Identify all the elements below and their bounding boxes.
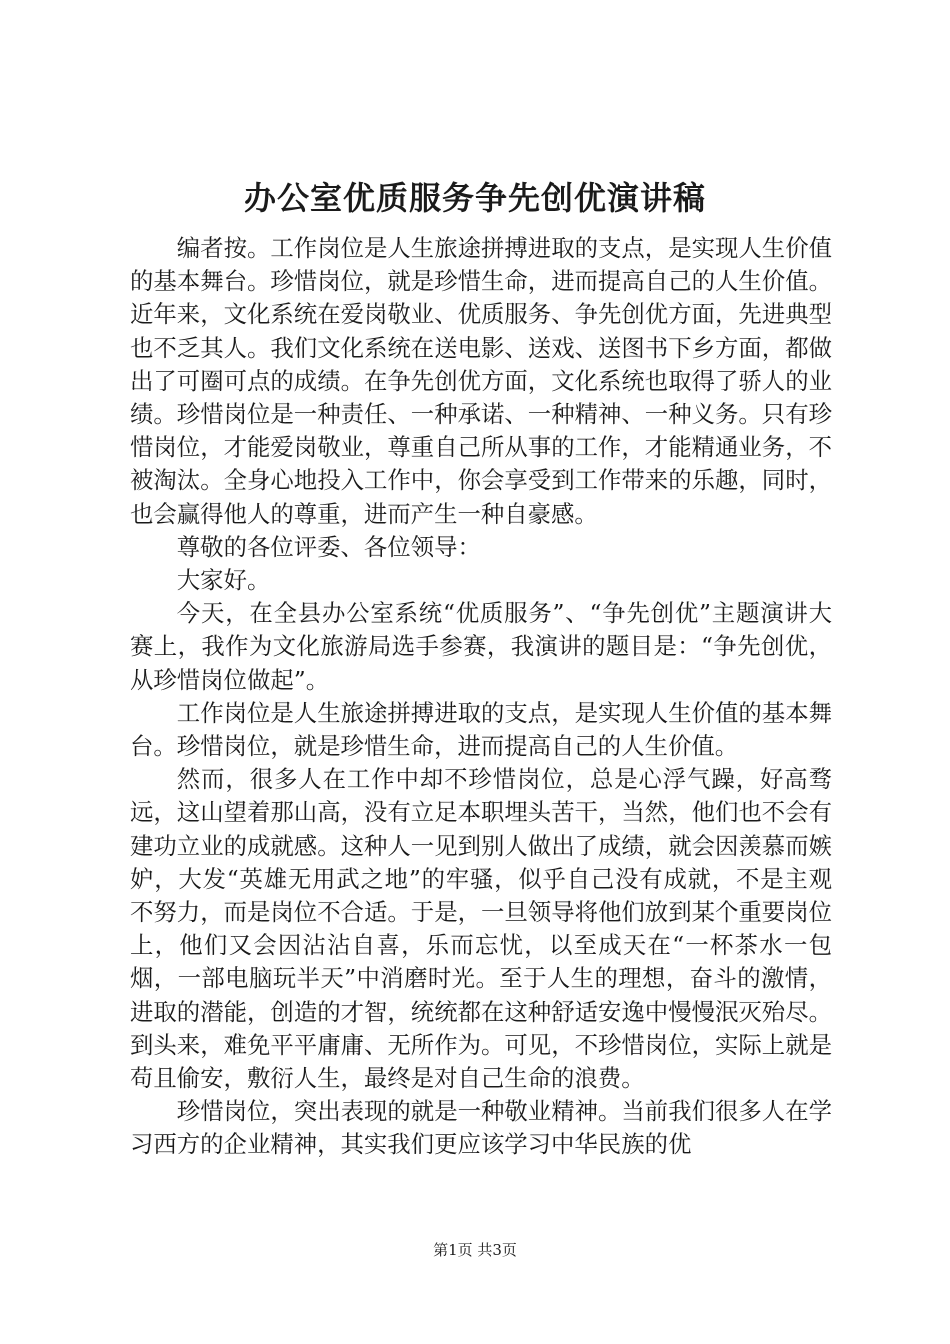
paragraph-argument: 然而，很多人在工作中却不珍惜岗位，总是心浮气躁，好高骛远，这山望着那山高，没有立足本职埋头苦干，当然，他们也不会有建功立业的成就感。这种人一见到别人做出了成绩，就会因羡慕而嫉妒，大发“英雄无用武之地”的牢骚，似乎自己没有成就，不是主观不努力，而是岗位不合适。于是，一旦领导将他们放到某个重要岗位上，他们又会因沾沾自喜，乐而忘忧，以至成天在“一杯茶水一包烟，一部电脑玩半天”中消磨时光。至于人生的理想，奋斗的激情，进取的潜能，创造的才智，统统都在这种舒适安逸中慢慢泯灭殆尽。到头来，难免平平庸庸、无所作为。可见，不珍惜岗位，实际上就是苟且偷安，敷衍人生，最终是对自己生命的浪费。	[130, 765, 832, 1093]
page-number-footer: 第1页 共3页	[433, 1241, 517, 1259]
paragraph-greeting: 大家好。	[176, 566, 271, 595]
paragraph-intro: 今天，在全县办公室系统“优质服务”、“争先创优”主题演讲大赛上，我作为文化旅游局选手参赛，我演讲的题目是：“争先创优，从珍惜岗位做起”。	[130, 599, 832, 694]
paragraph-thesis: 工作岗位是人生旅途拼搏进取的支点，是实现人生价值的基本舞台。珍惜岗位，就是珍惜生命，进而提高自己的人生价值。	[130, 698, 832, 761]
paragraph-dedication: 珍惜岗位，突出表现的就是一种敬业精神。当前我们很多人在学习西方的企业精神，其实我们更应该学习中华民族的优	[130, 1097, 832, 1159]
paragraph-salutation: 尊敬的各位评委、各位领导：	[176, 532, 481, 561]
document-body	[130, 232, 832, 1162]
document-title: 办公室优质服务争先创优演讲稿	[243, 179, 706, 217]
paragraph-editor-note: 编者按。工作岗位是人生旅途拼搏进取的支点，是实现人生价值的基本舞台。珍惜岗位，就是珍惜生命，进而提高自己的人生价值。近年来，文化系统在爱岗敬业、优质服务、争先创优方面，先进典型也不乏其人。我们文化系统在送电影、送戏、送图书下乡方面，都做出了可圈可点的成绩。在争先创优方面，文化系统也取得了骄人的业绩。珍惜岗位是一种责任、一种承诺、一种精神、一种义务。只有珍惜岗位，才能爱岗敬业，尊重自己所从事的工作，才能精通业务，不被淘汰。全身心地投入工作中，你会享受到工作带来的乐趣，同时，也会赢得他人的尊重，进而产生一种自豪感。	[130, 234, 832, 528]
